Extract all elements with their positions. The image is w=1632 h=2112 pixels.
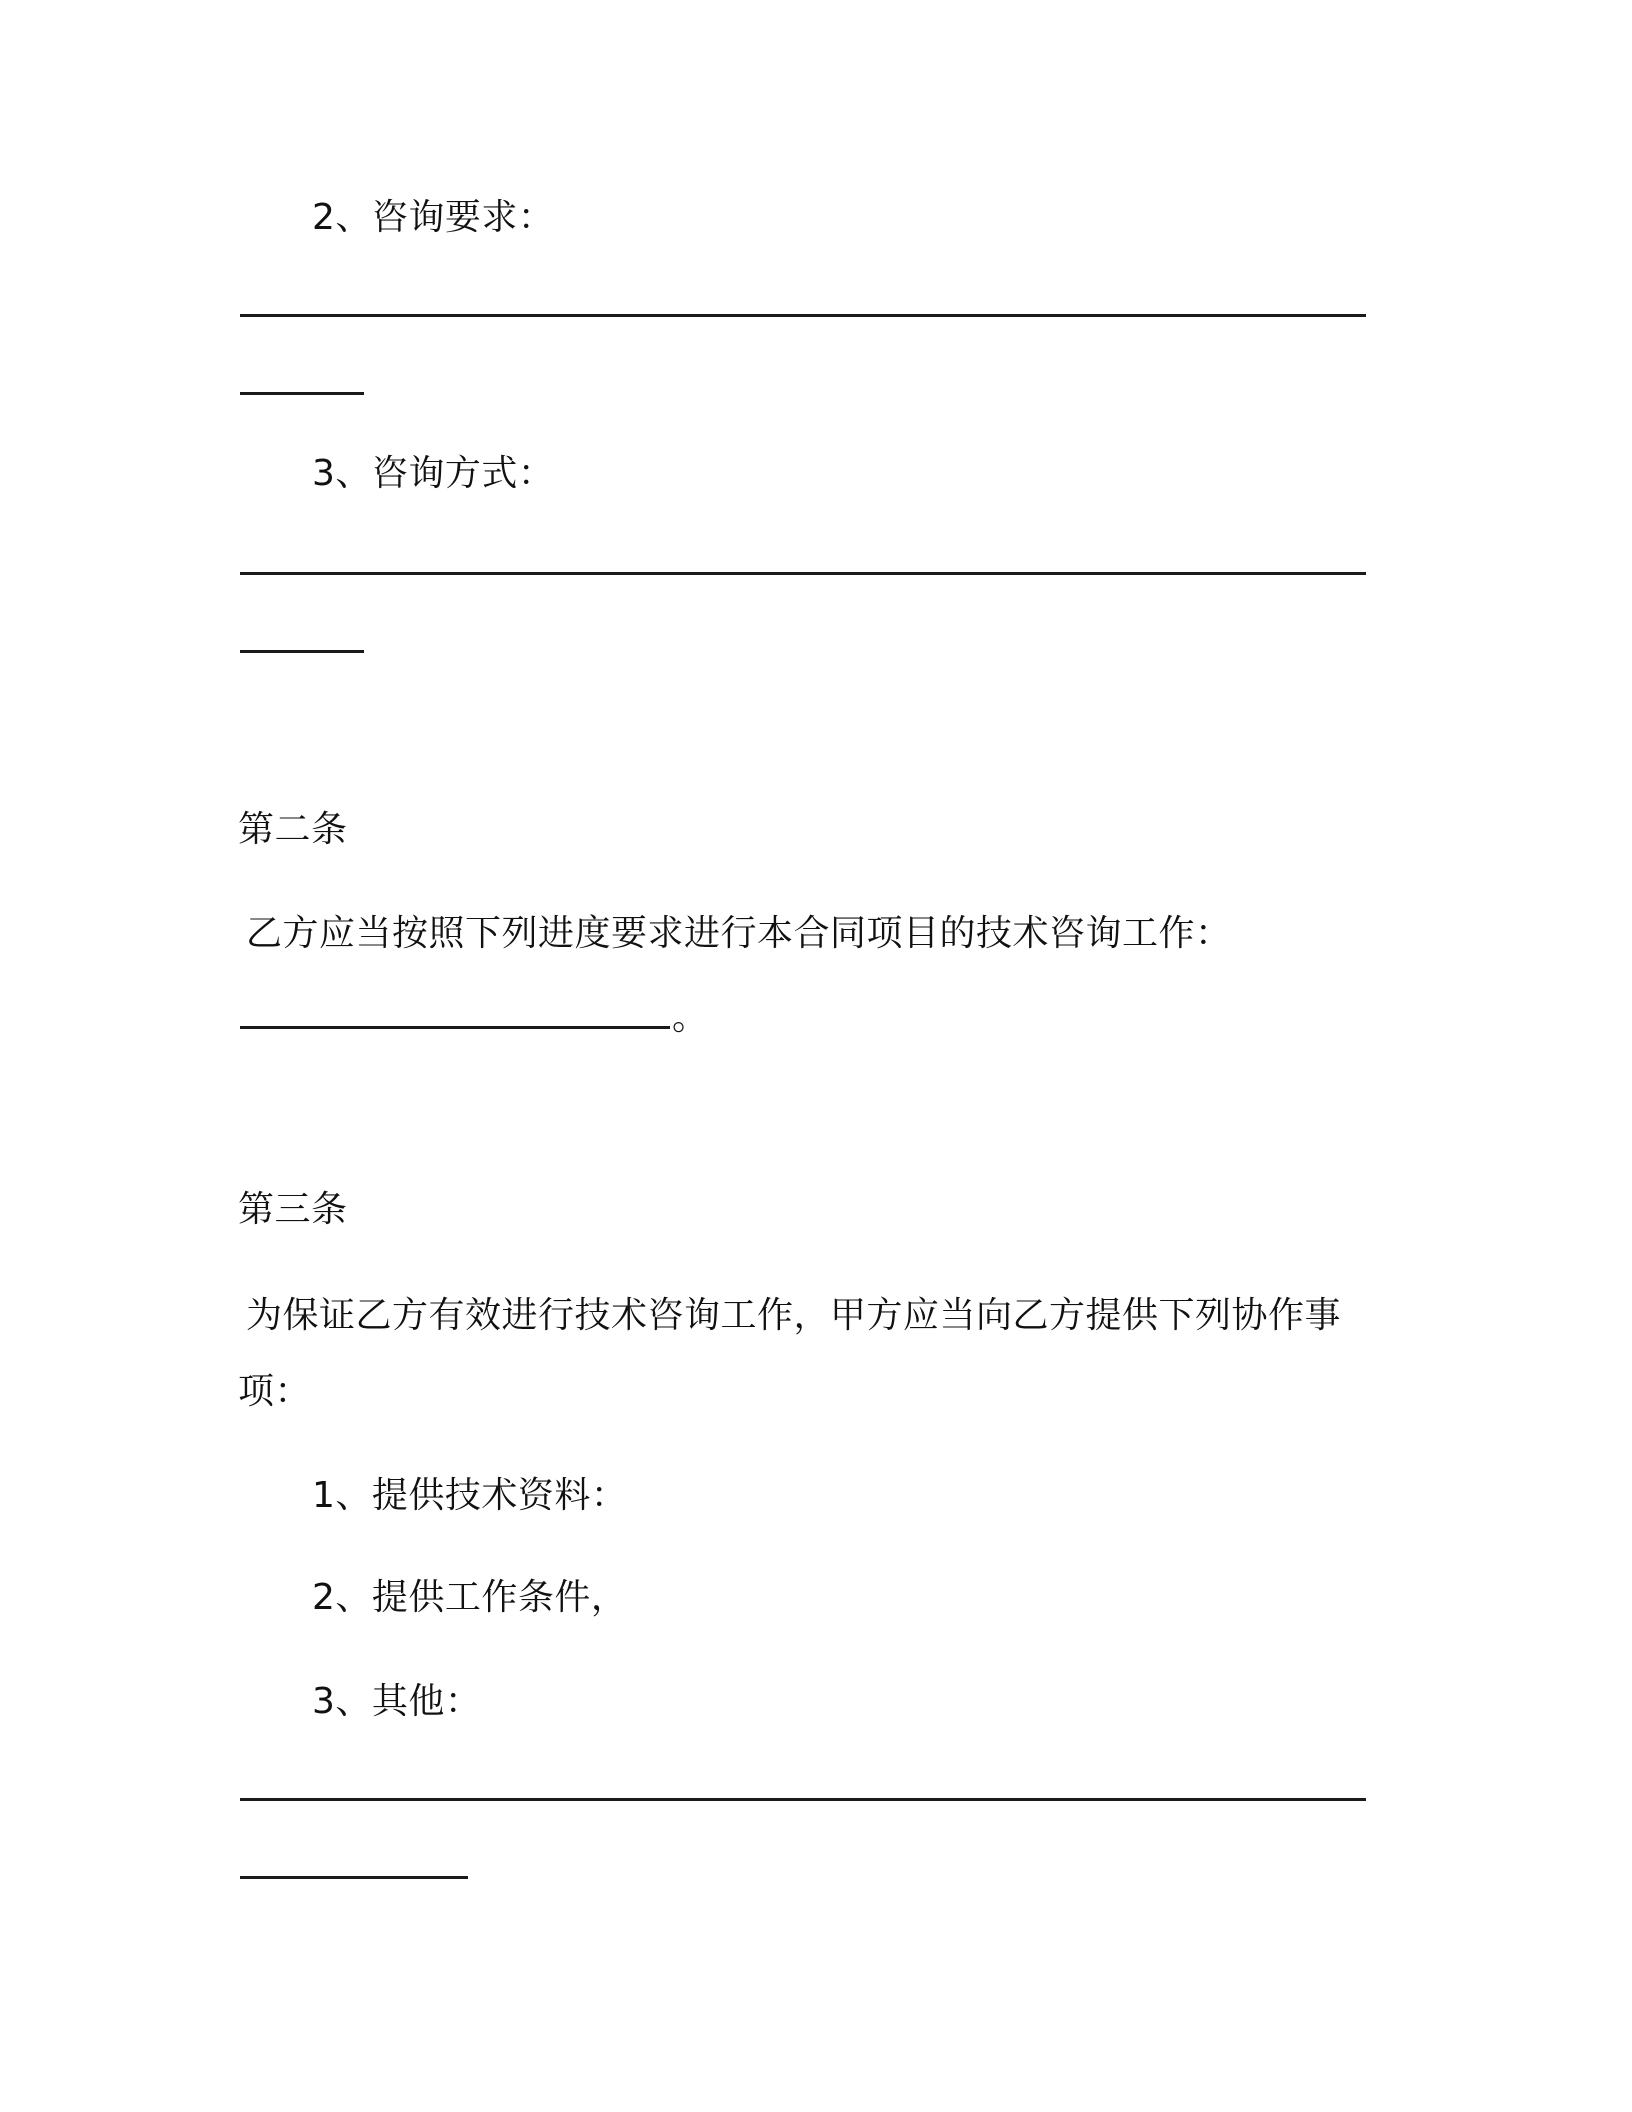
blank-line [240,572,1366,575]
blank-line [240,1026,670,1029]
period-mark: 。 [672,997,709,1038]
article-2-body: 乙方应当按照下列进度要求进行本合同项目的技术咨询工作： [246,913,1232,954]
blank-line [240,314,1366,317]
blank-line [240,392,364,395]
other-label: 3、其他： [312,1681,482,1722]
article-2-heading: 第二条 [238,809,348,850]
blank-line [240,1876,468,1879]
article-3-body-line-2: 项： [238,1371,312,1412]
consult-requirements-label: 2、咨询要求： [312,197,555,238]
blank-line [240,650,364,653]
article-3-body-line-1: 为保证乙方有效进行技术咨询工作，甲方应当向乙方提供下列协作事 [246,1295,1342,1336]
consult-method-label: 3、咨询方式： [312,453,555,494]
provide-tech-materials-label: 1、提供技术资料： [312,1475,628,1516]
provide-work-conditions-label: 2、提供工作条件， [312,1577,628,1618]
article-3-heading: 第三条 [238,1189,348,1230]
blank-line [240,1798,1366,1801]
